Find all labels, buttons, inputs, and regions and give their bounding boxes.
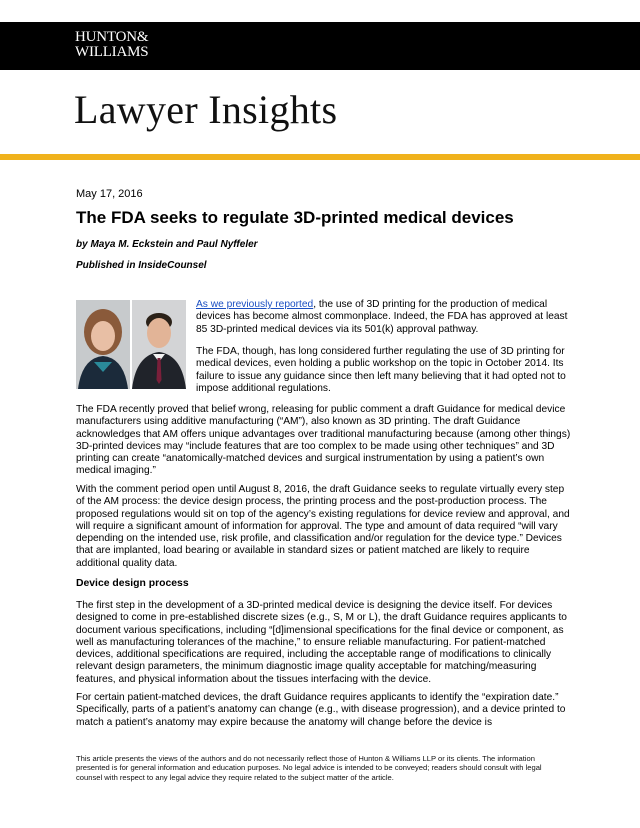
firm-logo [75, 30, 148, 60]
paragraph-1-text: , the use of 3D printing for the production of medical devices has become almost commonplace. Indeed, the FDA has approved at least 85 3D-printed medical devices via its 501(k) approval pathway. [196, 299, 568, 335]
author-photo-nyffeler [132, 300, 186, 389]
author-photos [76, 300, 186, 389]
accent-divider [0, 154, 640, 160]
article-date: May 17, 2016 [76, 188, 143, 200]
article-title: The FDA seeks to regulate 3D-printed medical devices [76, 208, 514, 227]
header-bar [0, 22, 640, 70]
publication-note: Published in InsideCounsel [76, 260, 207, 271]
paragraph-1 [196, 299, 568, 336]
article-byline: by Maya M. Eckstein and Paul Nyffeler [76, 239, 258, 250]
logo-line-1: HUNTON& [75, 29, 149, 45]
disclaimer-footer: This article presents the views of the authors and do not necessarily reflect those of Hunton & Williams LLP or its clients. The information presented is for general information and education purposes. No legal advice is intended to be conveyed; readers should consult with legal counsel with respect to any legal advice they require related to the subject matter of the article. [76, 754, 542, 782]
section-heading: Device design process [76, 578, 189, 589]
paragraph-2: The FDA, though, has long considered further regulating the use of 3D printing for medical devices, even holding a public workshop on the topic in October 2014. Its failure to issue any guidance since then left many believing that it had opted not to impose additional regulations. [196, 346, 566, 394]
paragraph-6: For certain patient-matched devices, the draft Guidance requires applicants to identify the “expiration date.” Specifically, parts of a patient’s anatomy can change (e.g., with disease progression), and a device printed to match a patient’s anatomy may expire because the anatomy will change before the device is [76, 692, 566, 728]
previously-reported-link[interactable]: As we previously reported [196, 299, 314, 310]
author-photo-eckstein [76, 300, 130, 389]
paragraph-3: The FDA recently proved that belief wrong, releasing for public comment a draft Guidance for medical device manufacturers using additive manufacturing (“AM”), also known as 3D printing. The draft Guidance acknowledges that AM offers unique advantages over traditional manufacturing because (among other things) 3D-printed devices may “include features that are too complex to be made using other techniques” and 3D printing can create “anatomically-matched devices and surgical instrumentation by using a patient’s own medical imaging.” [76, 404, 571, 477]
logo-line-2: WILLIAMS [75, 44, 149, 60]
paragraph-4: With the comment period open until August 8, 2016, the draft Guidance seeks to regulate virtually every step of the AM process: the device design process, the printing process and the post-production process. The proposed regulations would sit on top of the agency’s existing regulations for device review and approval, and will require a significant amount of information for approval. The type and amount of data required “will vary depending on the intended use, risk profile, and classification and/or regulation for the device type.” Devices that are implanted, load bearing or available in standard sizes or patient matched are likely to require additional quality data. [76, 484, 570, 569]
paragraph-5: The first step in the development of a 3D-printed medical device is designing the device itself. For devices designed to come in pre-established discrete sizes (e.g., S, M or L), the draft Guidance requires applicants to document various specifications, including “[d]imensional specifications for the final device or component, as well as manufacturing tolerances of the machine,” to ensure reliable manufacturing. For patient-matched devices, additional specifications are required, including the acceptable range of modifications to clinically relevant design parameters, the minimum diagnostic image quality acceptable for matching/measuring features, and physical information about the tissues interfacing with the device. [76, 600, 567, 685]
masthead-title: Lawyer Insights [74, 87, 338, 132]
